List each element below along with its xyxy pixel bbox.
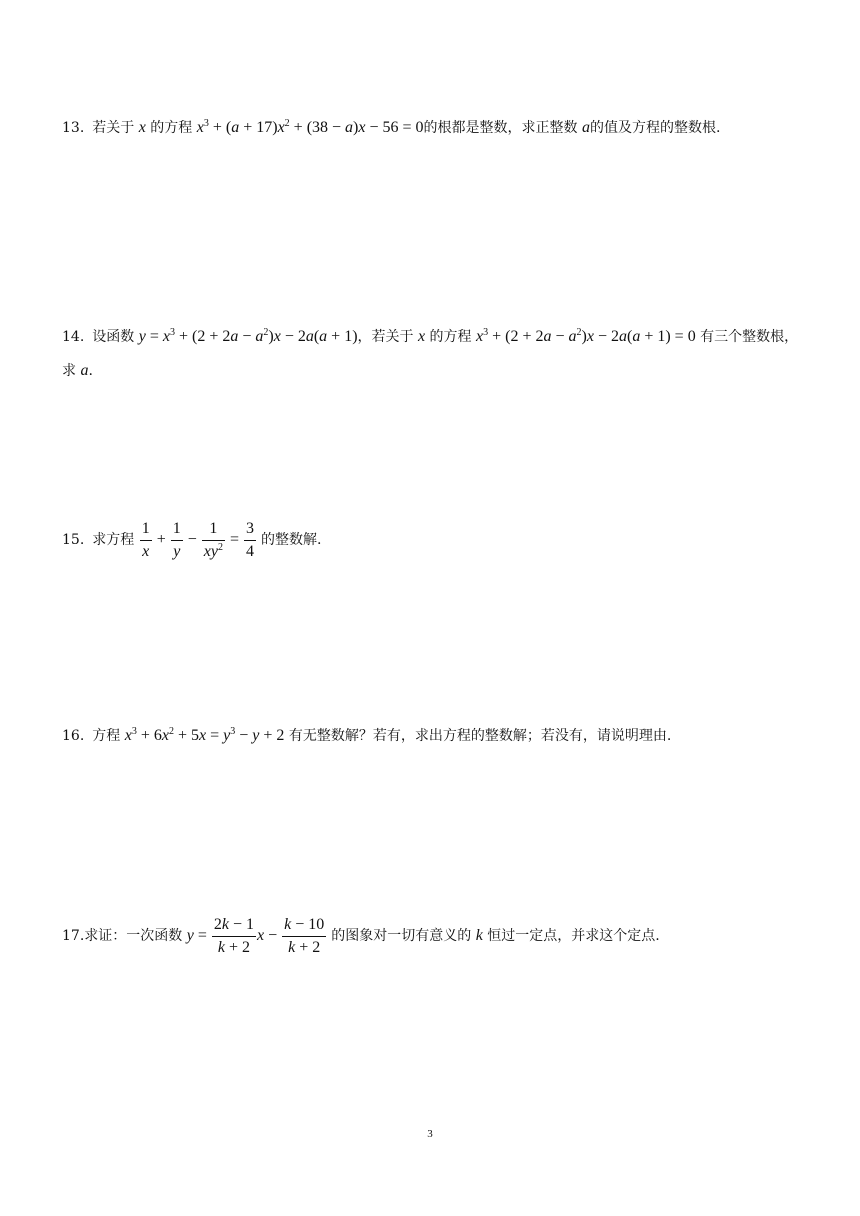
fraction: $\frac{3}{4}$ bbox=[246, 520, 255, 560]
problem-text: 的方程 bbox=[429, 329, 472, 345]
fraction: $\frac{2k - 1}{k + 2}$ bbox=[213, 916, 254, 956]
problem-number: 14. bbox=[62, 329, 85, 345]
fraction: $\frac{1}{x}$ bbox=[141, 520, 150, 560]
problem-16 bbox=[62, 726, 810, 746]
problem-text: 的值及方程的整数根. bbox=[589, 120, 721, 136]
equation: $x^3 + (2 + 2a - a^2)x - 2a(a + 1) = 0$ bbox=[476, 327, 696, 345]
math-variable: a bbox=[80, 362, 89, 379]
problem-text: 恒过一定点，并求这个定点. bbox=[487, 928, 660, 945]
equation: $x^3 + (a + 17)x^2 + (38 - a)x - 56 = 0$ bbox=[196, 118, 424, 136]
fraction: $\frac{1}{xy^2}$ bbox=[203, 520, 223, 560]
problem-13 bbox=[62, 118, 810, 138]
problem-text: 设函数 bbox=[92, 329, 135, 345]
math-variable: k bbox=[475, 927, 483, 945]
problem-number: 15. bbox=[62, 532, 85, 549]
equation: $\frac{1}{x}$ + $\frac{1}{y}$ − $\frac{1}{xy^2}$ = $\frac{3}{4}$ bbox=[139, 531, 261, 548]
problem-15 bbox=[62, 518, 810, 563]
math-variable: x bbox=[417, 328, 426, 345]
math-variable: a bbox=[581, 119, 590, 136]
problem-17 bbox=[62, 914, 810, 959]
math-variable: x bbox=[138, 119, 146, 136]
page-number: 3 bbox=[427, 1128, 433, 1140]
problem-text: ，若关于 bbox=[357, 329, 414, 345]
problem-text: 的整数解. bbox=[261, 532, 322, 549]
fraction: $\frac{k - 10}{k + 2}$ bbox=[284, 916, 325, 956]
problem-text: 若关于 bbox=[92, 120, 135, 136]
problem-text: 求证：一次函数 bbox=[84, 928, 183, 945]
fraction: $\frac{1}{y}$ bbox=[172, 520, 181, 560]
problem-text: 有三个整数根，求 bbox=[62, 329, 799, 379]
problem-number: 17. bbox=[62, 928, 85, 945]
problem-text: 方程 bbox=[92, 728, 121, 744]
equation: $x^3 + 6x^2 + 5x = y^3 - y + 2$ bbox=[124, 726, 285, 744]
problem-14 bbox=[62, 320, 810, 388]
problem-text: 的图象对一切有意义的 bbox=[331, 928, 472, 945]
problem-number: 13. bbox=[62, 120, 85, 136]
problem-text: . bbox=[88, 363, 93, 379]
function-expression: y = $\frac{2k - 1}{k + 2}$ x − $\frac{k - 10}{k + 2}$ bbox=[187, 927, 332, 944]
function-expression: $y = x^3 + (2 + 2a - a^2)x - 2a(a + 1)$ bbox=[138, 327, 358, 345]
problem-text: 求方程 bbox=[92, 532, 135, 549]
problem-text: 的方程 bbox=[150, 120, 193, 136]
problem-text: 有无整数解？若有，求出方程的整数解；若没有，请说明理由. bbox=[288, 728, 672, 744]
problem-text: 的根都是整数，求正整数 bbox=[423, 120, 578, 136]
problem-number: 16. bbox=[62, 728, 85, 744]
